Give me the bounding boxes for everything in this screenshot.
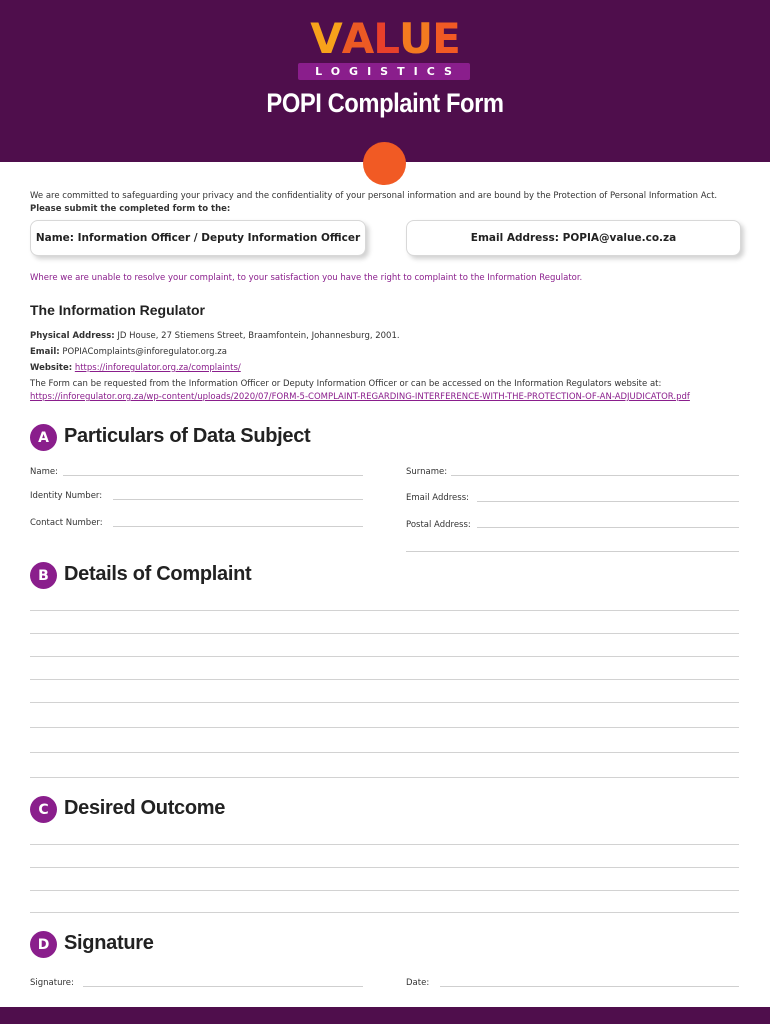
regulator-form-link xyxy=(30,392,690,402)
identity-label: Identity Number: xyxy=(30,491,103,501)
officer-name-box: Name: Information Officer / Deputy Information Officer xyxy=(30,220,366,256)
email-input-line[interactable] xyxy=(477,501,739,502)
physical-address-value: JD House, 27 Stiemens Street, Braamfontein, Johannesburg, 2001. xyxy=(114,331,400,341)
identity-input-line[interactable] xyxy=(113,499,363,500)
complaint-line[interactable] xyxy=(30,752,739,753)
page-title: POPI Complaint Form xyxy=(266,88,504,118)
signature-label: Signature: xyxy=(30,978,74,988)
regulator-heading: The Information Regulator xyxy=(30,302,205,318)
section-a-title: Particulars of Data Subject xyxy=(64,425,311,447)
officer-email-box: Email Address: POPIA@value.co.za xyxy=(406,220,741,256)
website-link[interactable]: https://inforegulator.org.za/complaints/ xyxy=(74,363,241,373)
signature-input-line[interactable] xyxy=(83,986,363,987)
complaint-line[interactable] xyxy=(30,656,739,657)
surname-input-line[interactable] xyxy=(451,475,739,476)
website-label: Website: xyxy=(30,363,73,373)
contact-label: Contact Number: xyxy=(30,518,103,528)
footer-bar xyxy=(0,1007,770,1024)
regulator-email xyxy=(30,347,227,357)
outcome-line[interactable] xyxy=(30,912,739,913)
regulator-website xyxy=(30,363,241,373)
name-input-line[interactable] xyxy=(63,475,363,476)
section-b-title: Details of Complaint xyxy=(64,563,252,585)
section-a-badge: A xyxy=(30,424,57,451)
section-b-badge: B xyxy=(30,562,57,589)
logo-wordmark xyxy=(296,14,474,63)
physical-address-label: Physical Address: xyxy=(30,331,115,341)
regulator-physical-address xyxy=(30,331,400,341)
name-label: Name: xyxy=(30,467,58,477)
outcome-line[interactable] xyxy=(30,890,739,891)
logo-subtitle: LOGISTICS xyxy=(298,63,470,80)
section-d-badge: D xyxy=(30,931,57,958)
decorative-orange-circle xyxy=(363,142,406,185)
complaint-line[interactable] xyxy=(30,610,739,611)
logo-letter: U xyxy=(398,14,433,63)
value-logistics-logo xyxy=(296,14,474,80)
regulator-note: Where we are unable to resolve your complaint, to your satisfaction you have the right to complaint to the Information Regulator. xyxy=(30,273,583,283)
section-c-badge: C xyxy=(30,796,57,823)
email-label: Email: xyxy=(30,347,60,357)
section-c-title: Desired Outcome xyxy=(64,797,226,819)
complaint-line[interactable] xyxy=(30,679,739,680)
section-d-title: Signature xyxy=(64,932,154,954)
postal-input-line-2[interactable] xyxy=(406,551,739,552)
postal-input-line[interactable] xyxy=(477,527,739,528)
complaint-line[interactable] xyxy=(30,727,739,728)
intro-text xyxy=(30,190,717,216)
logo-letter: V xyxy=(310,14,342,63)
outcome-line[interactable] xyxy=(30,867,739,868)
surname-label: Surname: xyxy=(406,467,448,477)
regulator-form-text: The Form can be requested from the Information Officer or Deputy Information Officer or can be accessed on the Information Regulators website at: xyxy=(30,379,662,389)
logo-letter: L xyxy=(373,14,399,63)
complaint-line[interactable] xyxy=(30,633,739,634)
header-banner xyxy=(0,0,770,162)
contact-input-line[interactable] xyxy=(113,526,363,527)
date-input-line[interactable] xyxy=(440,986,739,987)
complaint-line[interactable] xyxy=(30,777,739,778)
outcome-line[interactable] xyxy=(30,844,739,845)
date-label: Date: xyxy=(406,978,430,988)
intro-instruction: Please submit the completed form to the: xyxy=(30,204,231,214)
email-value: POPIAComplaints@inforegulator.org.za xyxy=(59,347,227,357)
postal-label: Postal Address: xyxy=(406,520,471,530)
complaint-line[interactable] xyxy=(30,702,739,703)
logo-letter: A xyxy=(341,14,374,63)
form-download-link[interactable]: https://inforegulator.org.za/wp-content/uploads/2020/07/FORM-5-COMPLAINT-REGARDING-INTERFERENCE-WITH-THE-PROTECTION-OF-AN-ADJUDICATOR.pdf xyxy=(30,392,690,402)
intro-line: We are committed to safeguarding your privacy and the confidentiality of your personal information and are bound by the Protection of Personal Information Act. xyxy=(30,191,718,201)
email-address-label: Email Address: xyxy=(406,493,469,503)
logo-letter: E xyxy=(432,14,460,63)
